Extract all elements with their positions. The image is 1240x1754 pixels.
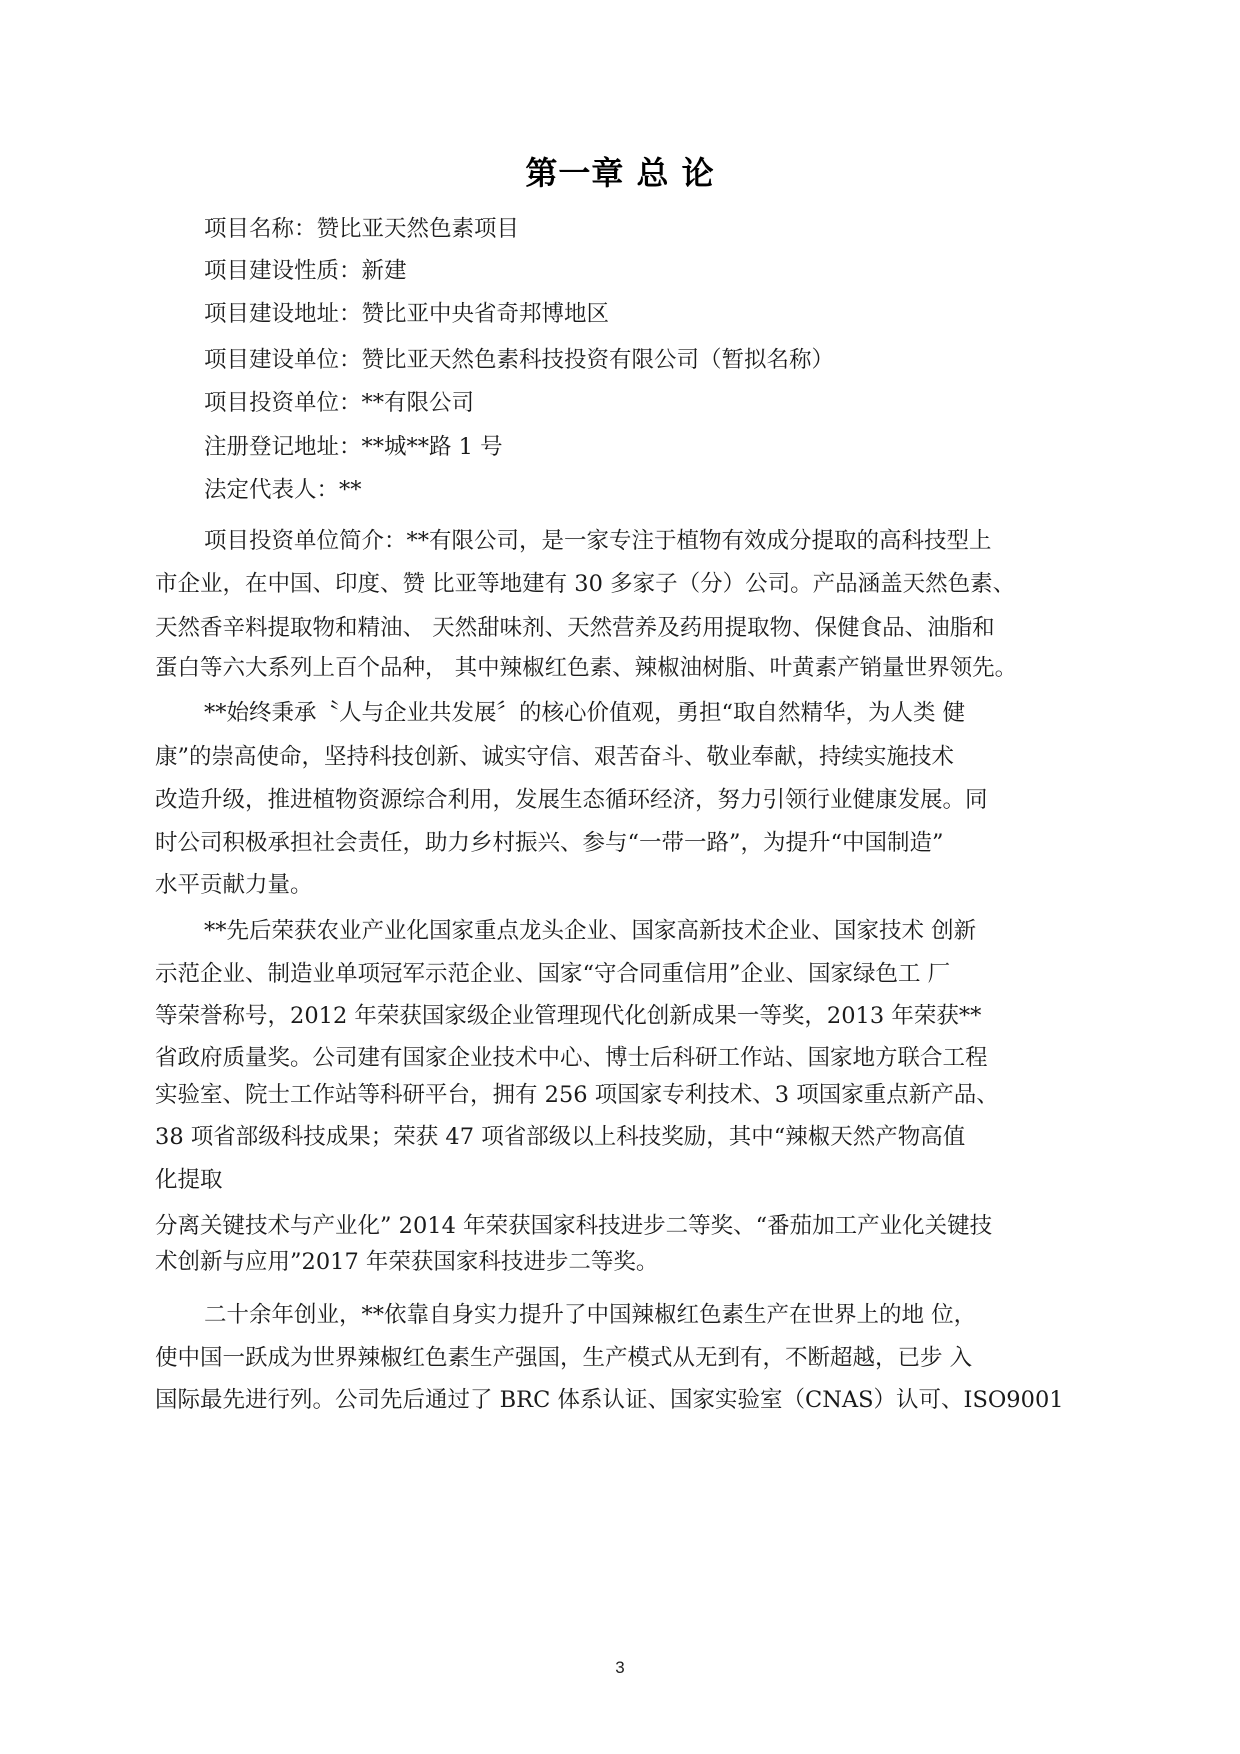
field-project-name: 项目名称：赞比亚天然色素项目: [204, 216, 520, 242]
paragraph-line: 康”的崇高使命，坚持科技创新、诚实守信、艰苦奋斗、敬业奉献，持续实施技术: [155, 744, 955, 770]
paragraph-line: 术创新与应用”2017 年荣获国家科技进步二等奖。: [155, 1249, 659, 1275]
paragraph-line: 示范企业、制造业单项冠军示范企业、国家“守合同重信用”企业、国家绿色工 厂: [155, 961, 951, 987]
chapter-title: 第一章 总 论: [525, 154, 715, 192]
paragraph-line: 省政府质量奖。公司建有国家企业技术中心、博士后科研工作站、国家地方联合工程: [155, 1045, 988, 1071]
field-registered-address: 注册登记地址：**城**路 1 号: [204, 434, 503, 460]
paragraph-line: 使中国一跃成为世界辣椒红色素生产强国，生产模式从无到有，不断超越，已步 入: [155, 1345, 973, 1371]
paragraph-line: 时公司积极承担社会责任，助力乡村振兴、参与“一带一路”，为提升“中国制造”: [155, 830, 944, 856]
field-investment-unit: 项目投资单位：**有限公司: [204, 390, 475, 416]
paragraph-line: 天然香辛料提取物和精油、 天然甜味剂、天然营养及药用提取物、保健食品、油脂和: [155, 615, 995, 641]
page-number: 3: [615, 1658, 625, 1677]
field-construction-unit: 项目建设单位：赞比亚天然色素科技投资有限公司（暂拟名称）: [204, 347, 835, 373]
field-construction-location: 项目建设地址：赞比亚中央省奇邦博地区: [204, 301, 610, 327]
paragraph-line: 项目投资单位简介：**有限公司，是一家专注于植物有效成分提取的高科技型上: [204, 528, 992, 554]
paragraph-line: 水平贡献力量。: [155, 872, 313, 898]
paragraph-line: 实验室、院士工作站等科研平台，拥有 256 项国家专利技术、3 项国家重点新产品、: [155, 1082, 999, 1108]
paragraph-line: 国际最先进行列。公司先后通过了 BRC 体系认证、国家实验室（CNAS）认可、ISO9001: [155, 1387, 1064, 1413]
paragraph-line: 38 项省部级科技成果；荣获 47 项省部级以上科技奖励，其中“辣椒天然产物高值: [155, 1124, 966, 1150]
paragraph-line: **始终秉承〝人与企业共发展〞的核心价值观，勇担“取自然精华，为人类 健: [204, 700, 966, 726]
field-legal-representative: 法定代表人：**: [204, 477, 362, 503]
paragraph-line: 蛋白等六大系列上百个品种， 其中辣椒红色素、辣椒油树脂、叶黄素产销量世界领先。: [155, 655, 1018, 681]
paragraph-line: 化提取: [155, 1167, 223, 1193]
paragraph-line: 市企业，在中国、印度、赞 比亚等地建有 30 多家子（分）公司。产品涵盖天然色素、: [155, 571, 1016, 597]
paragraph-line: 改造升级，推进植物资源综合利用，发展生态循环经济，努力引领行业健康发展。同: [155, 787, 988, 813]
paragraph-line: **先后荣获农业产业化国家重点龙头企业、国家高新技术企业、国家技术 创新: [204, 918, 977, 944]
field-construction-nature: 项目建设性质：新建: [204, 258, 407, 284]
paragraph-line: 二十余年创业，**依靠自身实力提升了中国辣椒红色素生产在世界上的地 位，: [204, 1302, 977, 1328]
paragraph-line: 等荣誉称号，2012 年荣获国家级企业管理现代化创新成果一等奖，2013 年荣获**: [155, 1003, 982, 1029]
paragraph-line: 分离关键技术与产业化” 2014 年荣获国家科技进步二等奖、“番茄加工产业化关键技: [155, 1213, 993, 1239]
